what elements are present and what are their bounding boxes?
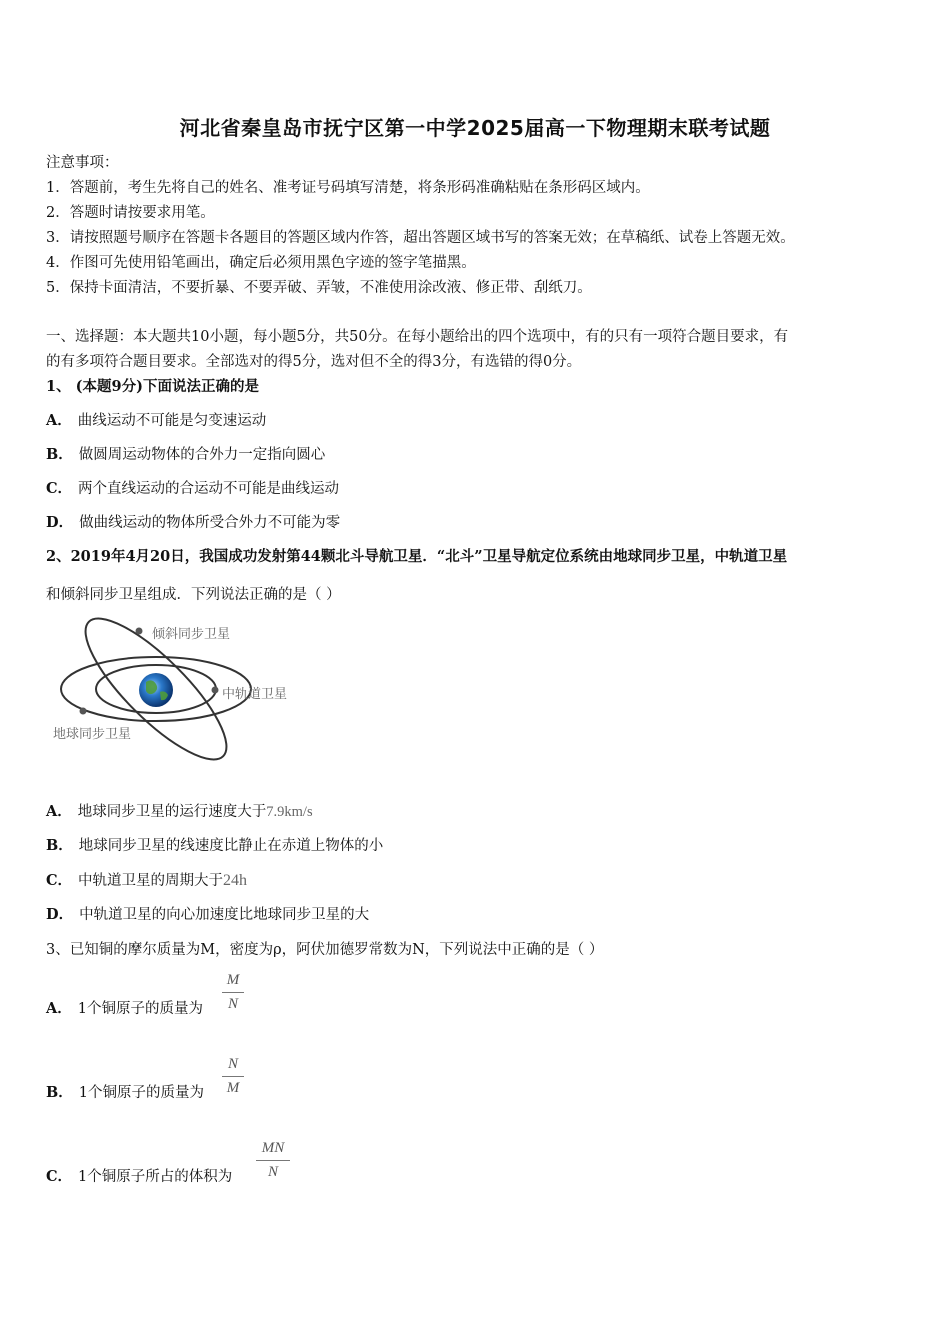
q2-option-d <box>46 905 369 925</box>
option-label: D． <box>46 906 74 923</box>
option-label: B． <box>46 446 73 463</box>
label-medium-satellite: 中轨道卫星 <box>222 687 288 702</box>
q3-option-b <box>46 1083 204 1103</box>
q3-option-b-fraction <box>222 1056 244 1097</box>
q1-option-d <box>46 513 340 533</box>
option-value: 7.9km/s <box>266 804 313 820</box>
option-text: 1个铜原子的质量为 <box>77 1001 203 1017</box>
q1-option-b <box>46 445 325 465</box>
medium-satellite-dot <box>212 687 219 694</box>
notice-item: 3．请按照题号顺序在答题卡各题目的答题区域内作答，超出答题区域书写的答案无效；在草稿纸、试卷上答题无效。 <box>46 230 795 246</box>
option-text: 地球同步卫星的线速度比静止在赤道上物体的小 <box>78 838 384 854</box>
q2-option-c <box>46 871 247 891</box>
option-text: 做曲线运动的物体所受合外力不可能为零 <box>79 515 341 531</box>
satellite-orbits-figure <box>48 612 308 767</box>
option-label: C． <box>46 1168 73 1185</box>
option-value: 24h <box>223 872 248 889</box>
fraction-denominator: N <box>267 1164 278 1180</box>
option-text: 地球同步卫星的运行速度大于 <box>77 804 267 820</box>
fraction-bar <box>222 992 244 993</box>
option-label: A． <box>46 803 72 820</box>
option-text: 两个直线运动的合运动不可能是曲线运动 <box>78 481 340 497</box>
q2-option-b <box>46 836 383 856</box>
question-1-stem: 1、 (本题9分)下面说法正确的是 <box>46 378 259 395</box>
question-2-stem-line2: 和倾斜同步卫星组成．下列说法正确的是（ ） <box>46 587 341 603</box>
option-label: D． <box>46 514 74 531</box>
question-3-stem: 3、已知铜的摩尔质量为M，密度为ρ，阿伏加德罗常数为N，下列说法中正确的是（ ） <box>46 942 604 958</box>
option-text: 曲线运动不可能是匀变速运动 <box>77 413 267 429</box>
q3-option-c-fraction <box>256 1140 290 1181</box>
option-text: 做圆周运动物体的合外力一定指向圆心 <box>78 447 326 463</box>
fraction-numerator: M <box>226 972 240 988</box>
q3-option-a <box>46 999 203 1019</box>
label-inclined-satellite: 倾斜同步卫星 <box>152 627 231 642</box>
section-instructions-line2: 的有多项符合题目要求。全部选对的得5分，选对但不全的得3分，有选错的得0分。 <box>46 354 582 370</box>
q2-option-a <box>46 802 313 822</box>
notice-item: 2．答题时请按要求用笔。 <box>46 205 215 221</box>
q3-option-a-fraction <box>222 972 244 1013</box>
earth-icon <box>139 673 173 707</box>
notice-item: 5．保持卡面清洁，不要折暴、不要弄破、弄皱，不准使用涂改液、修正带、刮纸刀。 <box>46 280 592 296</box>
q3-option-c <box>46 1167 232 1187</box>
geo-satellite-dot <box>80 708 87 715</box>
fraction-denominator: N <box>227 996 238 1012</box>
option-label: A． <box>46 1000 72 1017</box>
fraction-bar <box>222 1076 244 1077</box>
option-label: A． <box>46 412 72 429</box>
inclined-satellite-dot <box>136 628 143 635</box>
label-geo-satellite: 地球同步卫星 <box>53 727 132 742</box>
option-text: 1个铜原子的质量为 <box>78 1085 204 1101</box>
question-2-stem-line1: 2、2019年4月20日，我国成功发射第44颗北斗导航卫星．“北斗”卫星导航定位系统由地球同步卫星，中轨道卫星 <box>46 548 788 565</box>
q1-option-c <box>46 479 339 499</box>
fraction-numerator: N <box>227 1056 238 1072</box>
notice-item: 4．作图可先使用铅笔画出，确定后必须用黑色字迹的签字笔描黑。 <box>46 255 476 271</box>
fraction-numerator: MN <box>261 1140 285 1156</box>
option-text: 中轨道卫星的向心加速度比地球同步卫星的大 <box>79 907 370 923</box>
q1-option-a <box>46 411 266 431</box>
option-label: B． <box>46 1084 73 1101</box>
page-title: 河北省秦皇岛市抚宁区第一中学2025届高一下物理期末联考试题 <box>179 116 771 140</box>
notice-heading: 注意事项： <box>46 155 119 171</box>
option-text: 中轨道卫星的周期大于 <box>78 873 224 889</box>
fraction-denominator: M <box>226 1080 240 1096</box>
notice-item: 1．答题前，考生先将自己的姓名、准考证号码填写清楚，将条形码准确粘贴在条形码区域内。 <box>46 180 650 196</box>
option-label: B． <box>46 837 73 854</box>
option-label: C． <box>46 872 73 889</box>
option-text: 1个铜原子所占的体积为 <box>78 1169 233 1185</box>
option-label: C． <box>46 480 73 497</box>
section-instructions-line1: 一、选择题：本大题共10小题，每小题5分，共50分。在每小题给出的四个选项中，有的只有一项符合题目要求，有 <box>46 329 789 345</box>
fraction-bar <box>256 1160 290 1161</box>
